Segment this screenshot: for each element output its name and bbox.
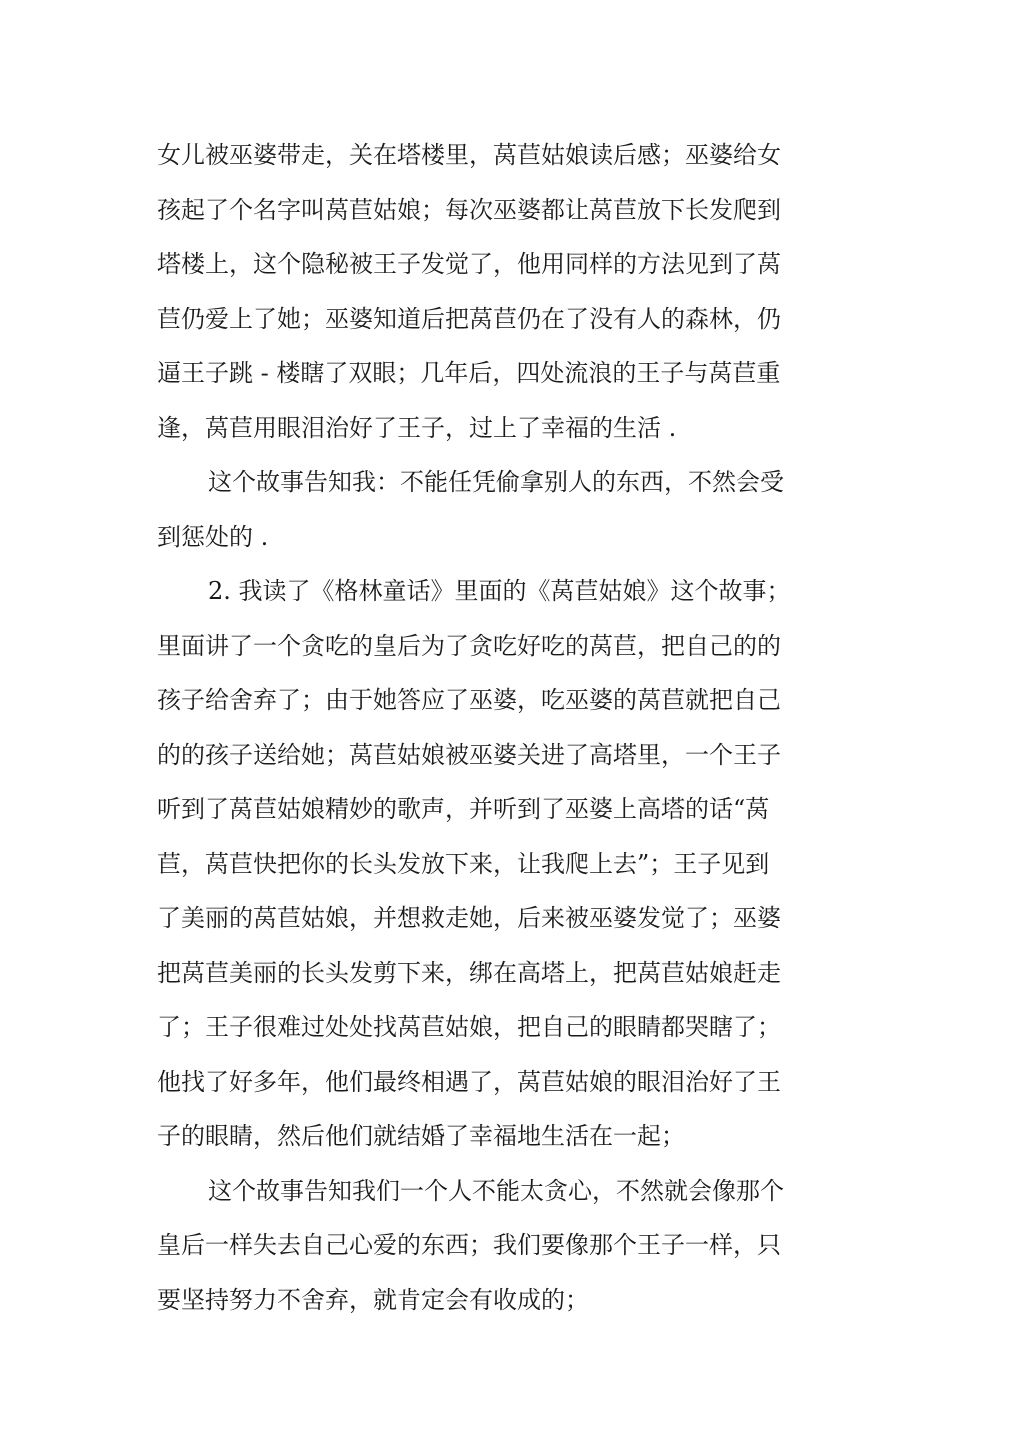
text-line: 到惩处的 . — [157, 522, 269, 551]
text-line: 听到了莴苣姑娘精妙的歌声，并听到了巫婆上高塔的话“莴 — [157, 795, 770, 823]
text-line: 逢，莴苣用眼泪治好了王子，过上了幸福的生活 . — [157, 413, 677, 442]
numbered-paragraph-line: 2. 我读了《格林童话》里面的《莴苣姑娘》这个故事； — [208, 577, 791, 605]
text-line: 子的眼睛，然后他们就结婚了幸福地生活在一起； — [157, 1122, 685, 1150]
text-line: 把莴苣美丽的长头发剪下来，绑在高塔上，把莴苣姑娘赶走 — [157, 958, 781, 987]
text-line: 要坚持努力不舍弃，就肯定会有收成的； — [157, 1285, 589, 1314]
text-line: 了；王子很难过处处找莴苣姑娘，把自己的眼睛都哭瞎了； — [157, 1013, 781, 1041]
text-line: 苣，莴苣快把你的长头发放下来，让我爬上去”；王子见到 — [157, 849, 770, 878]
text-line: 里面讲了一个贪吃的皇后为了贪吃好吃的莴苣，把自己的的 — [157, 631, 781, 660]
text-line: 他找了好多年，他们最终相遇了，莴苣姑娘的眼泪治好了王 — [157, 1067, 781, 1096]
paragraph-start-line: 这个故事告知我：不能任凭偷拿别人的东西，不然会受 — [208, 468, 784, 496]
text-line: 苣仍爱上了她；巫婆知道后把莴苣仍在了没有人的森林，仍 — [157, 304, 781, 333]
text-line: 塔楼上，这个隐秘被王子发觉了，他用同样的方法见到了莴 — [157, 250, 781, 278]
body-text — [157, 128, 817, 1327]
text-line: 的的孩子送给她；莴苣姑娘被巫婆关进了高塔里，一个王子 — [157, 740, 781, 769]
text-line: 孩子给舍弃了；由于她答应了巫婆，吃巫婆的莴苣就把自己 — [157, 686, 781, 714]
paragraph-start-line: 这个故事告知我们一个人不能太贪心，不然就会像那个 — [208, 1176, 784, 1205]
text-line: 皇后一样失去自己心爱的东西；我们要像那个王子一样，只 — [157, 1231, 781, 1259]
text-line: 孩起了个名字叫莴苣姑娘；每次巫婆都让莴苣放下长发爬到 — [157, 195, 781, 224]
text-line: 逼王子跳 - 楼瞎了双眼；几年后，四处流浪的王子与莴苣重 — [157, 359, 781, 387]
text-line: 了美丽的莴苣姑娘，并想救走她，后来被巫婆发觉了；巫婆 — [157, 904, 781, 932]
text-line: 女儿被巫婆带走，关在塔楼里，莴苣姑娘读后感；巫婆给女 — [157, 141, 781, 169]
